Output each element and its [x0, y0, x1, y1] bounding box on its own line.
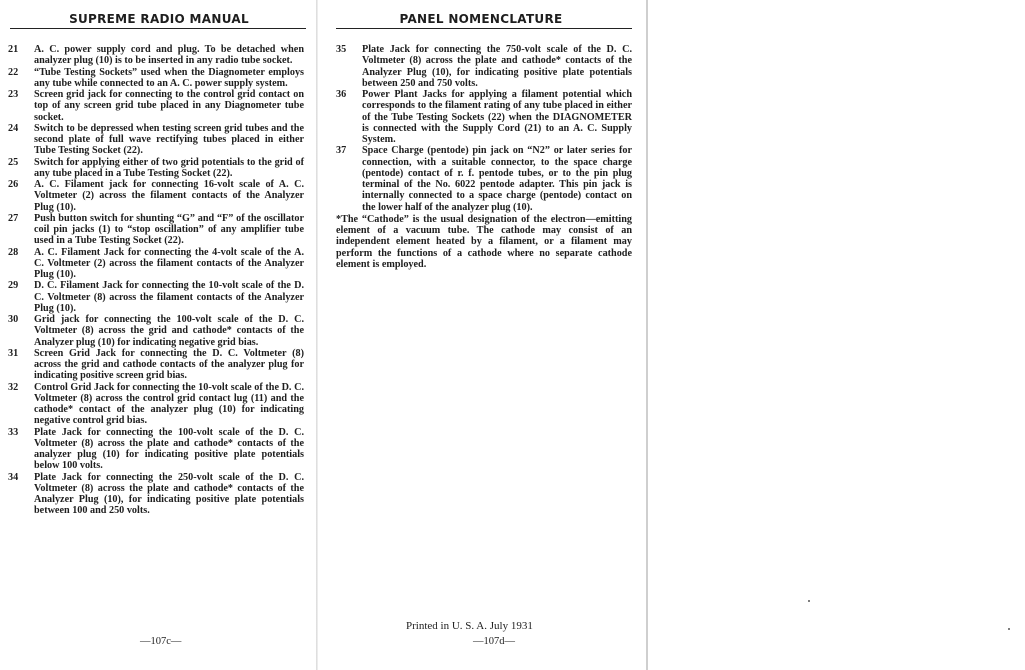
entry-text: Plate Jack for connecting the 250-volt scale of the D. C. Voltmeter (8) across the plate and cathode* contacts of the Analyzer Plug (10), for indicating positive plate potentials between 100 and 250 volts. — [34, 471, 304, 517]
nomenclature-entry — [8, 213, 304, 247]
entry-number: 23 — [8, 89, 19, 100]
right-page-header: PANEL NOMENCLATURE — [399, 12, 563, 26]
entry-number: 30 — [8, 314, 19, 325]
entry-number: 31 — [8, 347, 19, 359]
left-header-rule — [10, 28, 306, 29]
nomenclature-entry — [8, 382, 304, 427]
entry-number: 27 — [8, 212, 19, 224]
nomenclature-entry — [8, 123, 304, 157]
nomenclature-entry — [8, 348, 304, 382]
entry-number: 29 — [8, 280, 19, 292]
nomenclature-entry — [336, 89, 632, 145]
right-entry-list — [336, 44, 632, 270]
entry-text: A. C. Filament jack for connecting 16-volt scale of A. C. Voltmeter (2) across the filament contacts of the Analyzer Plug (10). — [34, 179, 304, 213]
blank-page — [648, 0, 1025, 670]
nomenclature-entry — [8, 314, 304, 348]
nomenclature-entry — [8, 67, 304, 90]
entry-number: 35 — [336, 44, 347, 55]
entry-text: Control Grid Jack for connecting the 10-volt scale of the D. C. Voltmeter (8) across the control grid contact lug (11) and the cathode* contact of the analyzer plug (10) for indicating negative control grid bias. — [34, 381, 304, 427]
entry-text: Power Plant Jacks for applying a filament potential which corresponds to the filament rating of any tube placed in either of the Tube Testing Sockets (22) when the DIAGNOMETER is connected with the Supply Cord (21) to an A. C. Supply System. — [362, 89, 632, 145]
nomenclature-entry — [8, 247, 304, 281]
printed-line: Printed in U. S. A. July 1931 — [406, 620, 533, 632]
right-page — [318, 0, 648, 670]
entry-text: Space Charge (pentode) pin jack on “N2” or later series for connection, with a suitable connector, to the space charge (pentode) contact of r. f. pentode tubes, or to the pin plug terminal of the No. 6022 pentode adapter. This pin jack is internally connected to a space charge (pentode) contact on the lower half of the analyzer plug (10). — [362, 145, 632, 213]
entry-text: A. C. Filament Jack for connecting the 4-volt scale of the A. C. Voltmeter (2) across the filament contacts of the Analyzer Plug (10). — [34, 246, 304, 280]
left-page — [0, 0, 318, 670]
paper-speck — [1008, 628, 1010, 630]
entry-number: 25 — [8, 156, 19, 168]
entry-text: Push button switch for shunting “G” and “F” of the oscillator coil pin jacks (1) to “stop oscillation” of any amplifier tube used in a Tube Testing Socket (22). — [34, 212, 304, 247]
entry-text: Plate Jack for connecting the 750-volt scale of the D. C. Voltmeter (8) across the plate and cathode* contacts of the Analyzer Plug (10), for indicating positive plate potentials between 250 and 750 volts. — [362, 44, 632, 89]
left-page-header: SUPREME RADIO MANUAL — [69, 12, 249, 26]
nomenclature-entry — [8, 179, 304, 213]
entry-number: 24 — [8, 122, 19, 134]
entry-number: 22 — [8, 66, 19, 78]
entry-text: Screen Grid Jack for connecting the D. C. Voltmeter (8) across the grid and cathode contacts of the analyzer plug for indicating positive screen grid bias. — [34, 347, 304, 382]
nomenclature-entry — [336, 145, 632, 213]
nomenclature-entry — [336, 44, 632, 89]
entry-text: Switch to be depressed when testing screen grid tubes and the second plate of full wave rectifying tubes placed in either Tube Testing Socket (22). — [34, 122, 304, 157]
entry-text: A. C. power supply cord and plug. To be detached when analyzer plug (10) is to be inserted in any radio tube socket. — [34, 44, 304, 67]
right-page-number: —107d— — [473, 636, 515, 647]
entry-number: 28 — [8, 246, 19, 258]
entry-text: Plate Jack for connecting the 100-volt scale of the D. C. Voltmeter (8) across the plate and cathode* contacts of the analyzer plug (10) for indicating positive plate potentials below 100 volts. — [34, 426, 304, 472]
entry-number: 36 — [336, 89, 347, 100]
left-entry-list — [8, 44, 304, 517]
nomenclature-entry — [8, 89, 304, 123]
entry-number: 26 — [8, 179, 19, 190]
entry-number: 21 — [8, 44, 19, 55]
entry-number: 33 — [8, 426, 19, 438]
entry-text: Screen grid jack for connecting to the control grid contact on top of any screen grid tube placed in any Diagnometer tube socket. — [34, 89, 304, 123]
nomenclature-entry — [8, 157, 304, 180]
entry-text: D. C. Filament Jack for connecting the 10-volt scale of the D. C. Voltmeter (8) across the filament contacts of the Analyzer Plug (10). — [34, 280, 304, 314]
entry-number: 34 — [8, 471, 19, 483]
nomenclature-entry — [8, 44, 304, 67]
nomenclature-entry — [8, 427, 304, 472]
entry-text: Grid jack for connecting the 100-volt scale of the D. C. Voltmeter (8) across the grid and cathode* contacts of the Analyzer plug (10) for indicating negative grid bias. — [34, 314, 304, 348]
entry-text: Switch for applying either of two grid potentials to the grid of any tube placed in a Tube Testing Socket (22). — [34, 156, 304, 179]
right-header-rule — [336, 28, 632, 29]
cathode-footnote: *The “Cathode” is the usual designation of the electron—emitting element of a vacuum tube. The cathode may consist of an independent element heated by a filament, or a filament may perform the functions of a cathode where no separate cathode element is employed. — [336, 213, 632, 270]
entry-number: 32 — [8, 381, 19, 393]
left-page-number: —107c— — [140, 636, 182, 647]
entry-text: “Tube Testing Sockets” used when the Diagnometer employs any tube while connected to an A. C. power supply system. — [34, 66, 304, 89]
entry-number: 37 — [336, 145, 347, 157]
paper-speck — [808, 600, 810, 602]
nomenclature-entry — [8, 472, 304, 517]
nomenclature-entry — [8, 280, 304, 314]
